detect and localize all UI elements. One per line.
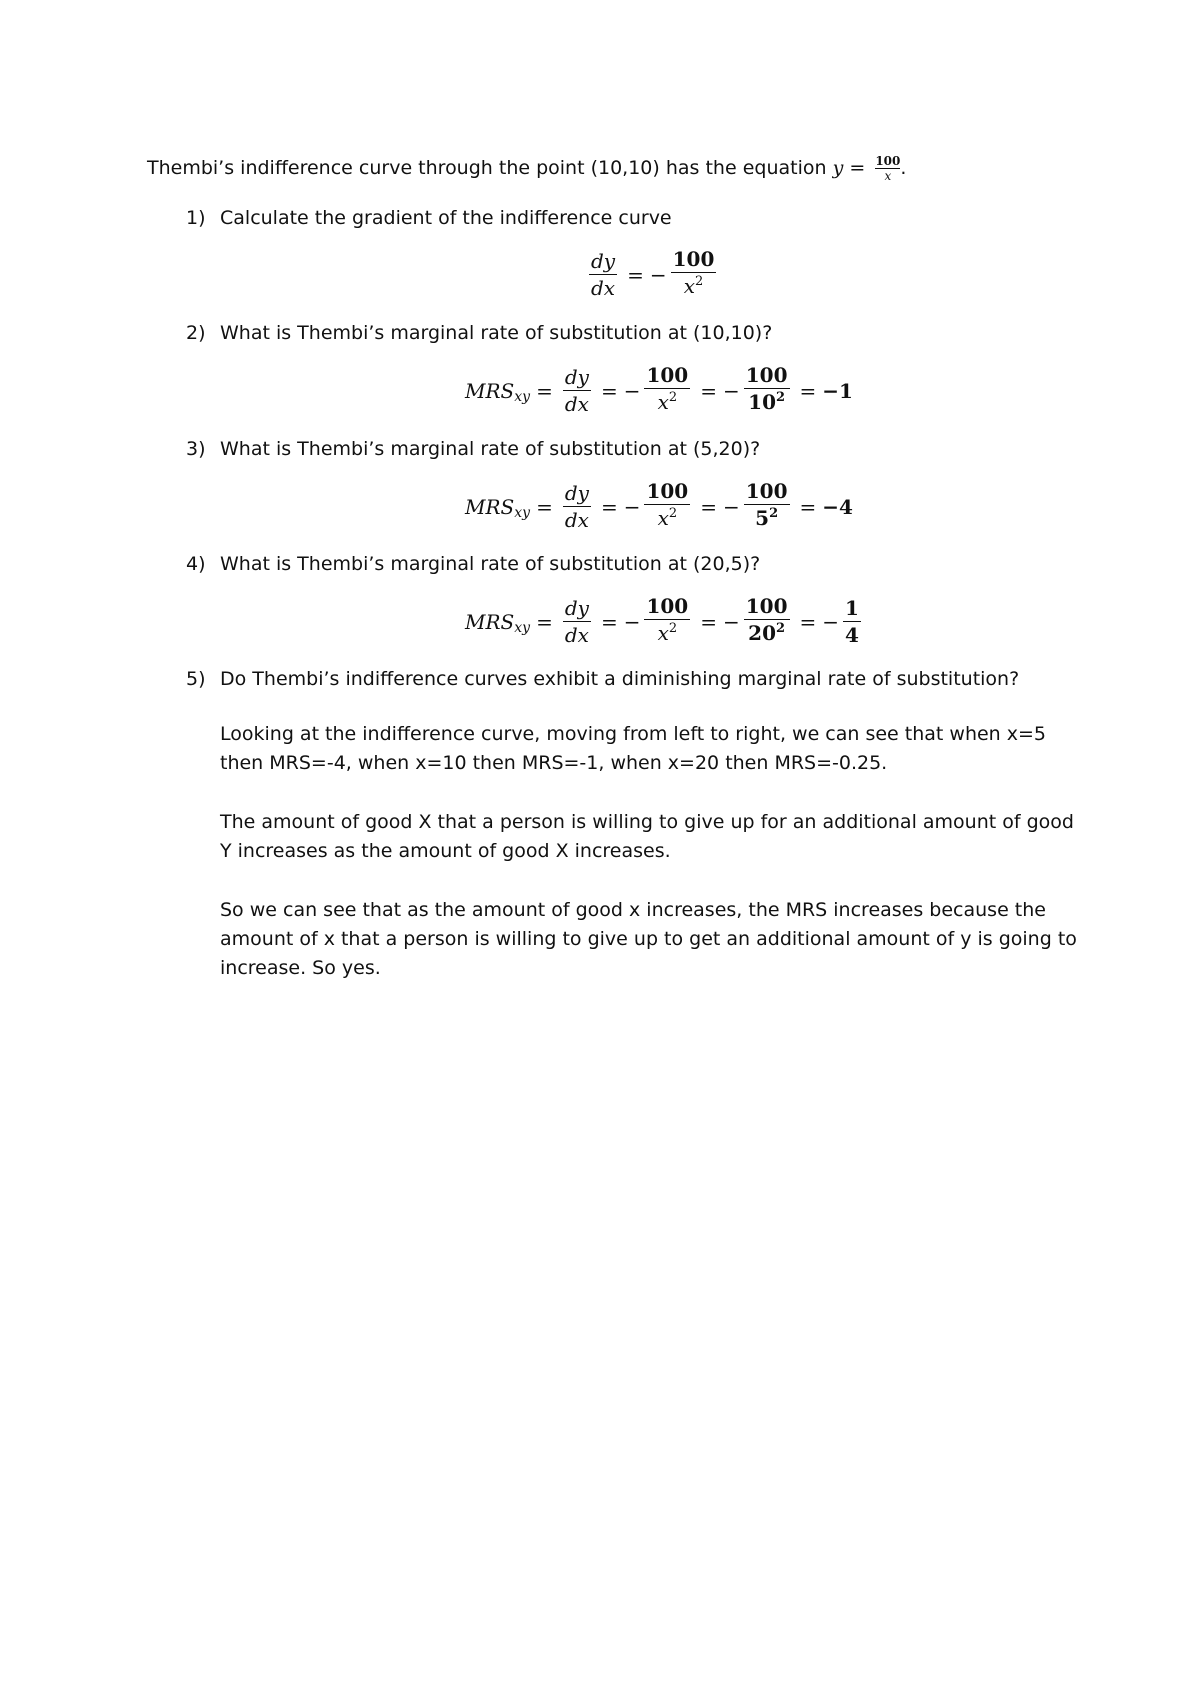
denominator: $x^2$ xyxy=(657,506,678,530)
dy-dx-fraction xyxy=(563,480,591,533)
equals-sign: = xyxy=(536,494,553,519)
dx: dx xyxy=(564,623,589,647)
mrs-subscript: xy xyxy=(514,619,531,636)
denominator: $5^2$ xyxy=(755,506,779,530)
dy: dy xyxy=(564,481,589,505)
mrs-subscript: xy xyxy=(514,504,531,521)
equals-sign: = xyxy=(799,494,817,519)
dy: dy xyxy=(564,365,589,389)
mrs-equation-q4 xyxy=(465,593,865,650)
dy: dy xyxy=(591,249,616,273)
question-5-number: 5) xyxy=(186,668,206,690)
intro-eq-fraction xyxy=(875,154,900,183)
numerator: 100 xyxy=(745,594,788,618)
question-1-text: Calculate the gradient of the indifference curve xyxy=(220,207,672,229)
equals-sign: = xyxy=(700,609,717,634)
denominator: $10^2$ xyxy=(748,390,786,414)
intro-eq-numerator: 100 xyxy=(875,154,901,168)
rhs-denominator: $x^2$ xyxy=(683,274,704,298)
equals-sign: = xyxy=(799,609,817,634)
minus-sign: − xyxy=(722,609,740,634)
minus-sign: − xyxy=(623,494,641,519)
equals-sign: = xyxy=(700,494,717,519)
general-fraction xyxy=(644,362,690,419)
evaluated-fraction xyxy=(744,478,790,535)
dy-dx-fraction xyxy=(563,595,591,648)
numerator: 100 xyxy=(646,363,689,387)
mrs-label: MRS xyxy=(465,494,515,519)
denominator: $x^2$ xyxy=(657,390,678,414)
equals-sign: = xyxy=(700,378,717,403)
question-5-text: Do Thembi’s indifference curves exhibit a diminishing marginal rate of substitution? xyxy=(220,668,1020,690)
gradient-equation xyxy=(585,246,720,303)
result-numerator: 1 xyxy=(845,596,859,620)
question-1-number: 1) xyxy=(186,207,206,229)
result: −1 xyxy=(822,378,853,403)
question-3-text: What is Thembi’s marginal rate of substitution at (5,20)? xyxy=(220,438,761,460)
dx: dx xyxy=(564,508,589,532)
equals-sign: = xyxy=(536,378,553,403)
question-2-text: What is Thembi’s marginal rate of substitution at (10,10)? xyxy=(220,322,773,344)
question-2-number: 2) xyxy=(186,322,206,344)
dx: dx xyxy=(591,276,616,300)
answer-paragraph-3: So we can see that as the amount of good x increases, the MRS increases because the amount of x that a person is willing to give up to get an additional amount of y is going to increase. So yes. xyxy=(220,899,1077,979)
evaluated-fraction xyxy=(744,362,790,419)
answer-paragraph-1: Looking at the indifference curve, moving from left to right, we can see that when x=5 then MRS=-4, when x=10 then MRS=-1, when x=20 then MRS=-0.25. xyxy=(220,723,1047,774)
general-fraction xyxy=(644,593,690,650)
question-4-text: What is Thembi’s marginal rate of substitution at (20,5)? xyxy=(220,553,761,575)
mrs-equation-q2 xyxy=(465,362,853,419)
question-3-number: 3) xyxy=(186,438,206,460)
evaluated-fraction xyxy=(744,593,790,650)
equals-sign: = xyxy=(600,609,618,634)
answer-paragraph-2: The amount of good X that a person is willing to give up for an additional amount of good Y increases as the amount of good X increases. xyxy=(220,811,1074,862)
numerator: 100 xyxy=(646,594,689,618)
minus-sign: − xyxy=(722,494,740,519)
minus-sign: − xyxy=(623,609,641,634)
intro-eq-lhs: y xyxy=(832,157,844,179)
mrs-label: MRS xyxy=(465,378,515,403)
denominator: $x^2$ xyxy=(657,621,678,645)
equals-sign: = xyxy=(627,262,644,287)
rhs-fraction xyxy=(671,246,717,303)
dy-dx-fraction xyxy=(563,364,591,417)
intro-text: Thembi’s indifference curve through the point (10,10) has the equation xyxy=(147,157,827,179)
equals-sign: = xyxy=(536,609,553,634)
denominator: $20^2$ xyxy=(748,621,786,645)
dx: dx xyxy=(564,392,589,416)
result: −4 xyxy=(822,494,853,519)
result-denominator: 4 xyxy=(845,623,859,647)
result-fraction xyxy=(843,595,861,648)
intro-line xyxy=(147,154,906,183)
general-fraction xyxy=(644,478,690,535)
mrs-subscript: xy xyxy=(514,388,531,405)
dy: dy xyxy=(564,596,589,620)
equals-sign: = xyxy=(600,494,618,519)
equals-sign: = xyxy=(799,378,817,403)
rhs-numerator: 100 xyxy=(672,247,715,271)
minus-sign: − xyxy=(649,262,667,287)
mrs-label: MRS xyxy=(465,609,515,634)
equals-sign: = xyxy=(600,378,618,403)
numerator: 100 xyxy=(745,479,788,503)
minus-sign: − xyxy=(623,378,641,403)
intro-eq-end: . xyxy=(900,157,907,179)
dy-dx-fraction xyxy=(589,248,617,301)
intro-eq-denominator: x xyxy=(884,169,892,183)
numerator: 100 xyxy=(745,363,788,387)
minus-sign: − xyxy=(722,378,740,403)
numerator: 100 xyxy=(646,479,689,503)
question-4-number: 4) xyxy=(186,553,206,575)
minus-sign: − xyxy=(822,609,840,634)
intro-eq-op: = xyxy=(849,157,866,179)
mrs-equation-q3 xyxy=(465,478,853,535)
